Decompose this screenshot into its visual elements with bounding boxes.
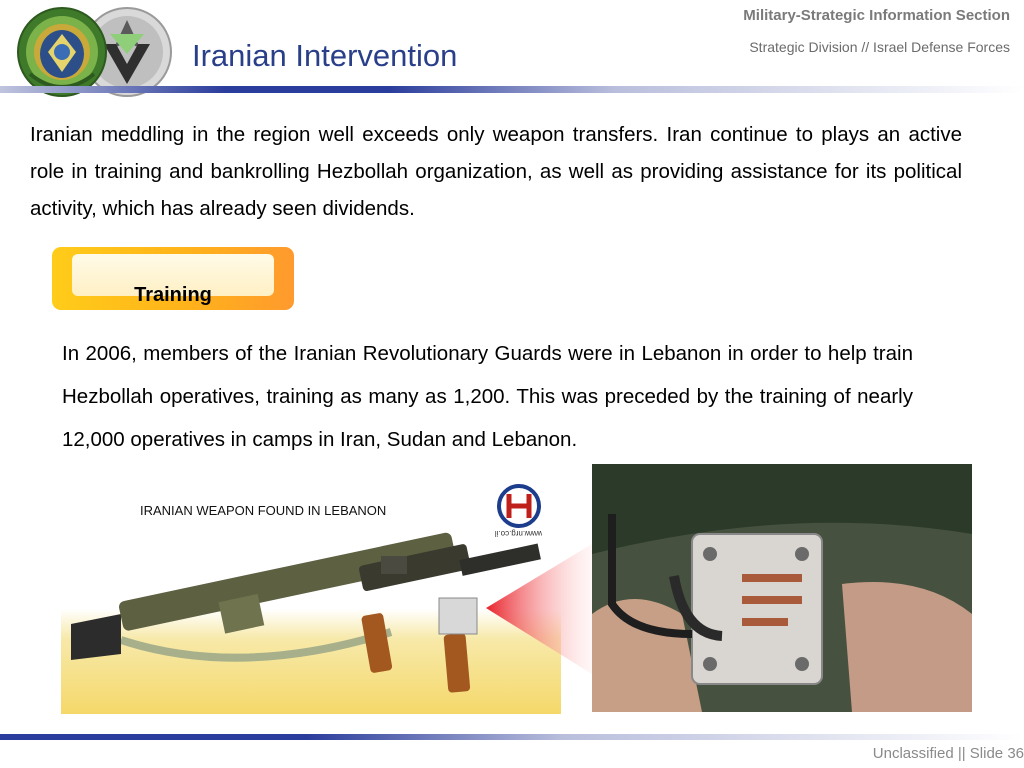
section-name: Military-Strategic Information Section xyxy=(743,7,1010,24)
training-tab[interactable] xyxy=(52,247,294,310)
footer-divider xyxy=(0,734,1024,740)
closeup-photo xyxy=(592,464,972,712)
intro-paragraph: Iranian meddling in the region well exceeds only weapon transfers. Iran continue to plays an active role in training and bankrolling Hezbollah organization, as well as providing assistance for its political activity, which has already seen dividends. xyxy=(30,123,962,220)
photo-caption: IRANIAN WEAPON FOUND IN LEBANON xyxy=(140,503,387,518)
slide-footer: Unclassified || Slide 36 xyxy=(872,745,1024,762)
header-divider xyxy=(0,86,1024,93)
page-title: Iranian Intervention xyxy=(192,38,458,73)
watermark-url xyxy=(495,529,543,538)
trigger-closeup-image xyxy=(592,464,972,712)
magnify-pointer xyxy=(486,544,596,674)
training-paragraph: In 2006, members of the Iranian Revolutionary Guards were in Lebanon in order to help train Hezbollah operatives, training as many as 1,200. This was preceded by the training of nearly 12,000 operatives in camps in Iran, Sudan and Lebanon. xyxy=(62,342,913,451)
division-name: Strategic Division // Israel Defense Forces xyxy=(749,39,1010,55)
svg-text:www.nrg.co.il: www.nrg.co.il xyxy=(494,529,542,538)
training-label: Training xyxy=(134,284,212,306)
